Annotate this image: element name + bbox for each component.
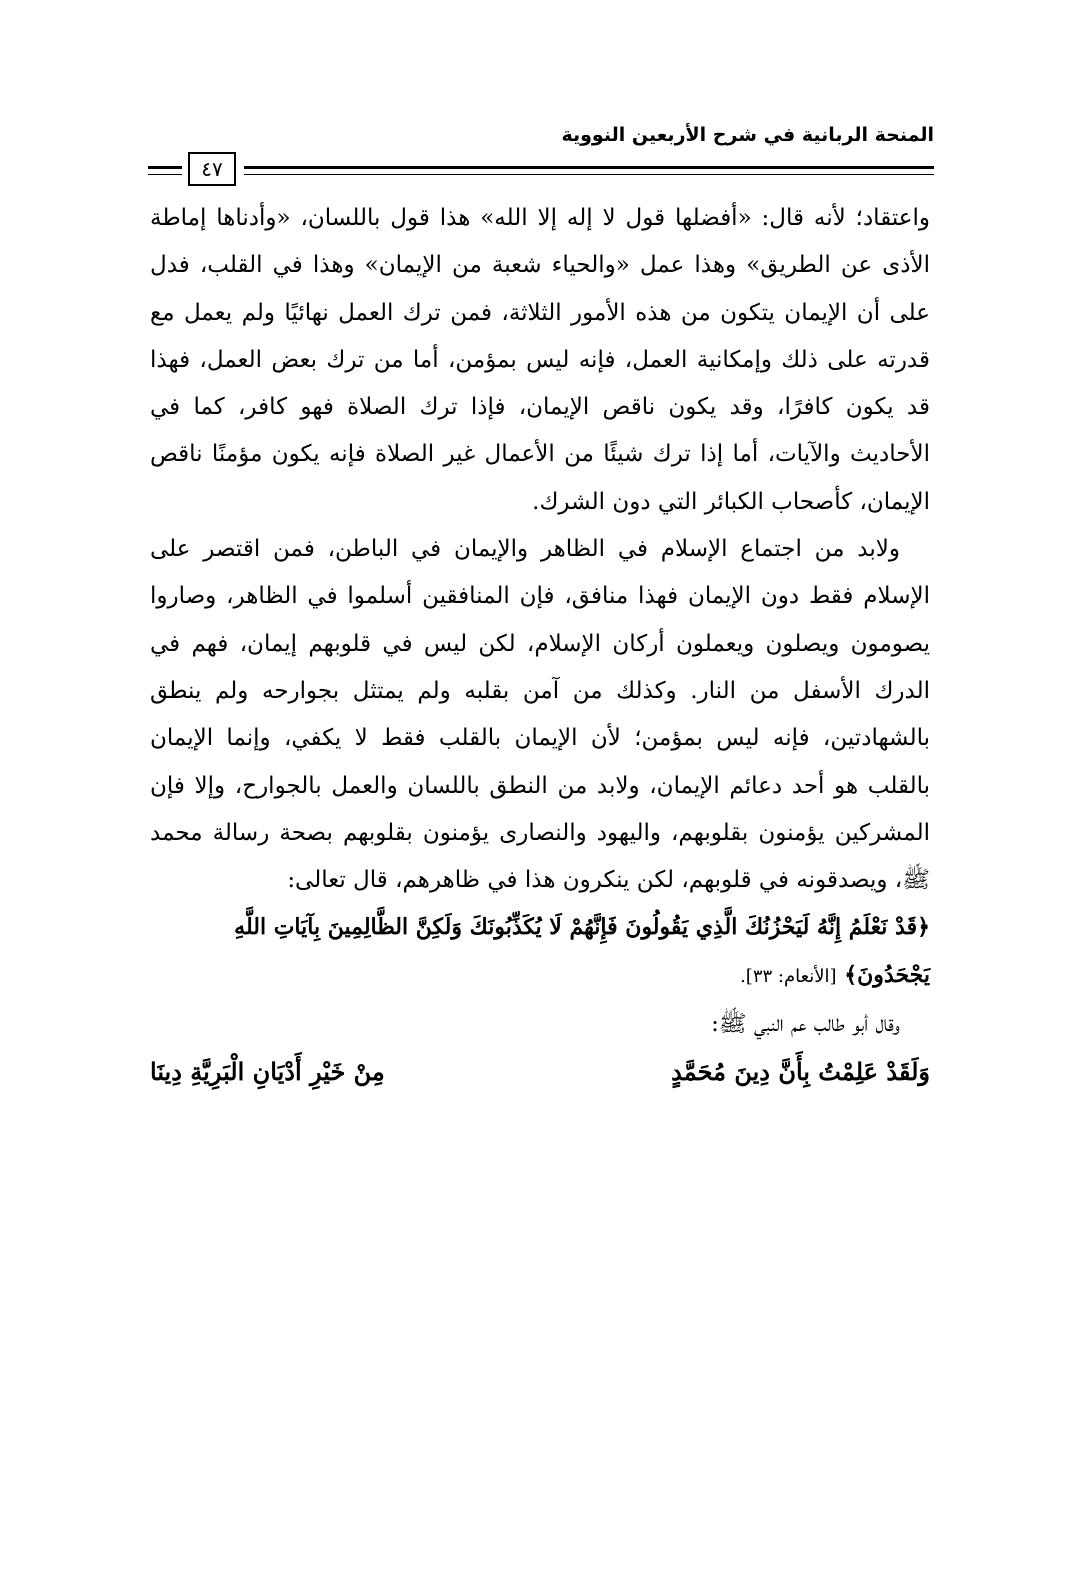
- header-rule-right-thin: [244, 174, 934, 175]
- quran-verse: ﴿قَدْ نَعْلَمُ إِنَّهُ لَيَحْزُنُكَ الَّذِي يَقُولُونَ فَإِنَّهُمْ لَا يُكَذِّبُونَكَ وَلَكِنَّ الظَّالِمِينَ بِآيَاتِ اللَّهِ يَجْحَدُونَ﴾: [234, 914, 930, 988]
- paragraph-faith-components: واعتقاد؛ لأنه قال: «أفضلها قول لا إله إلا الله» هذا قول باللسان، «وأدناها إماطة الأذى عن الطريق» وهذا عمل «والحياء شعبة من الإيمان» وهذا في القلب، فدل على أن الإيمان يتكون من هذه الأمور الثلاثة، فمن ترك العمل نهائيًا ولم يعمل مع قدرته على ذلك وإمكانية العمل، فإنه ليس بمؤمن، أما من ترك بعض العمل، فهذا قد يكون كافرًا، وقد يكون ناقص الإيمان، فإذا ترك الصلاة فهو كافر، كما في الأحاديث والآيات، أما إذا ترك شيئًا من الأعمال غير الصلاة فإنه يكون مؤمنًا ناقص الإيمان، كأصحاب الكبائر التي دون الشرك.: [150, 205, 930, 515]
- header-rule: [148, 152, 934, 188]
- paragraph-islam-and-iman: ولابد من اجتماع الإسلام في الظاهر والإيمان في الباطن، فمن اقتصر على الإسلام فقط دون الإيمان فهذا منافق، فإن المنافقين أسلموا في الظاهر، وصاروا يصومون ويصلون ويعملون أركان الإسلام، لكن ليس في قلوبهم إيمان، فهم في الدرك الأسفل من النار. وكذلك من آمن بقلبه ولم يمتثل بجوارحه ولم ينطق بالشهادتين، فإنه ليس بمؤمن؛ لأن الإيمان بالقلب فقط لا يكفي، وإنما الإيمان بالقلب هو أحد دعائم الإيمان، ولابد من النطق باللسان والعمل بالجوارح، وإلا فإن المشركين يؤمنون بقلوبهم، واليهود والنصارى يؤمنون بقلوبهم بصحة رسالة محمد ﷺ، ويصدقونه في قلوبهم، لكن ينكرون هذا في ظاهرهم، قال تعالى:: [150, 536, 930, 894]
- quran-reference: [الأنعام: ٣٣].: [740, 965, 837, 987]
- header-rule-right-thick: [244, 166, 934, 169]
- quran-verse-block: [150, 904, 930, 1000]
- header-rule-left-thick: [148, 166, 182, 169]
- poem-left-hemistich: مِنْ خَيْرِ أَدْيَانِ الْبَرِيَّةِ دِينَا: [150, 1057, 385, 1087]
- header-rule-left-thin: [148, 174, 182, 175]
- page-number: ٤٧: [188, 152, 236, 186]
- main-text: [150, 195, 930, 1096]
- poem-intro: وقال أبو طالب عم النبي ﷺ:: [711, 1011, 900, 1038]
- book-title-header: المنحة الربانية في شرح الأربعين النووية: [561, 124, 934, 146]
- poem-right-hemistich: وَلَقَدْ عَلِمْتُ بِأَنَّ دِينَ مُحَمَّدٍ: [671, 1057, 930, 1087]
- poem-verse: [150, 1048, 930, 1096]
